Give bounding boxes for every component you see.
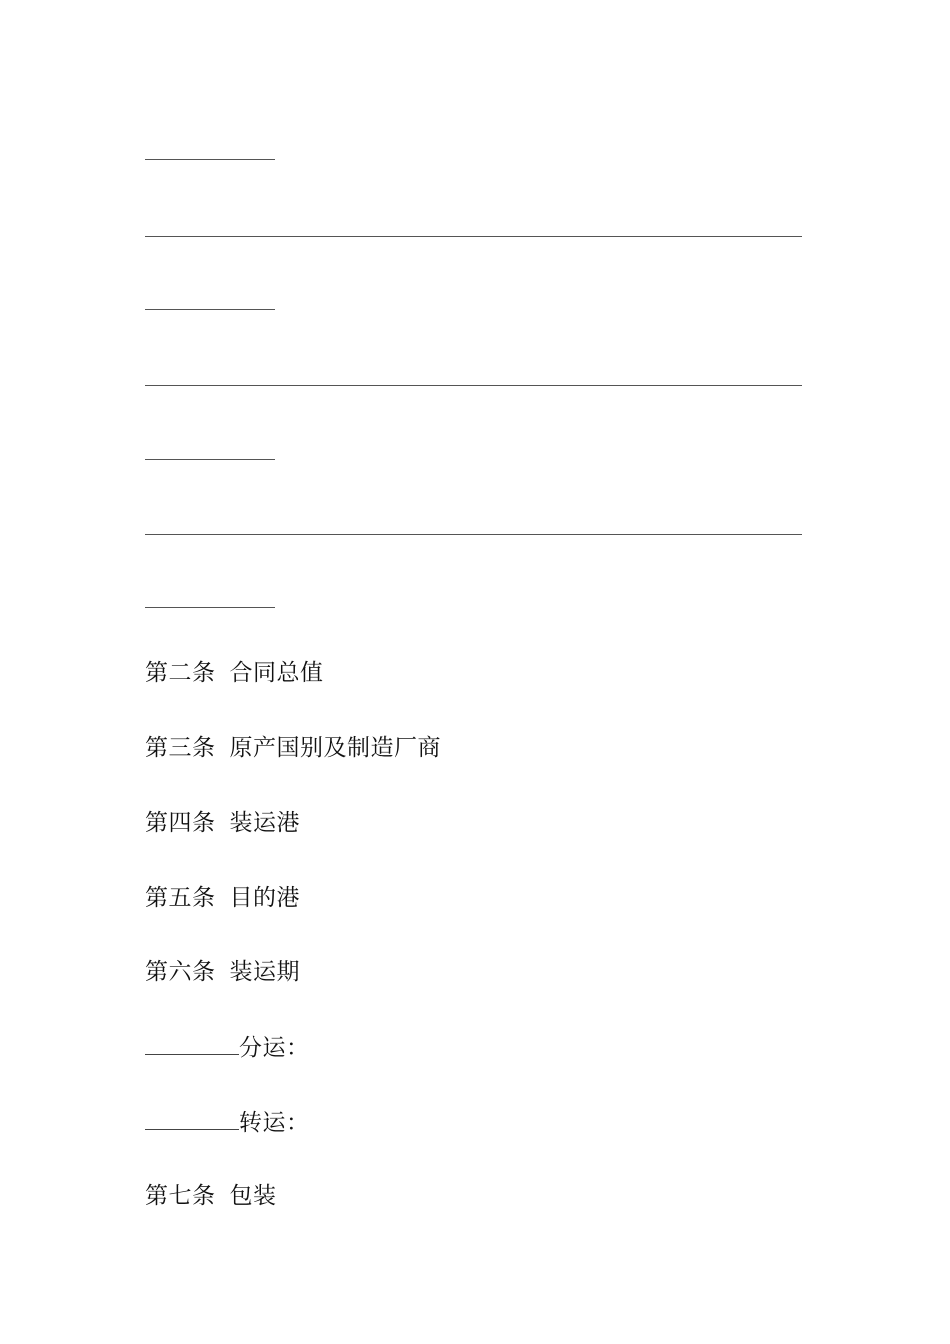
blank-rule-short	[145, 607, 275, 608]
article-title: 合同总值	[229, 660, 324, 686]
partial-shipment-label: 分运：	[239, 1035, 310, 1061]
article-line	[145, 658, 324, 688]
article-number: 第七条	[145, 1183, 216, 1209]
blank-rule-short	[145, 309, 275, 310]
blank-rule-long	[145, 385, 802, 386]
blank-rule-short	[145, 459, 275, 460]
article-line	[145, 957, 300, 987]
transshipment-blank	[145, 1111, 239, 1130]
article-number: 第六条	[145, 959, 216, 985]
article-line	[145, 808, 300, 838]
article-number: 第三条	[145, 735, 216, 761]
article-number: 第二条	[145, 660, 216, 686]
article-title: 目的港	[229, 885, 300, 911]
transshipment-line	[145, 1108, 310, 1138]
article-title: 装运港	[229, 810, 300, 836]
article-number: 第四条	[145, 810, 216, 836]
article-line	[145, 733, 441, 763]
article-title: 原产国别及制造厂商	[229, 735, 441, 761]
article-line	[145, 1181, 277, 1211]
article-title: 装运期	[229, 959, 300, 985]
article-line	[145, 883, 300, 913]
partial-shipment-line	[145, 1033, 310, 1063]
partial-shipment-blank	[145, 1036, 239, 1055]
transshipment-label: 转运：	[239, 1110, 310, 1136]
blank-rule-long	[145, 236, 802, 237]
blank-rule-long	[145, 534, 802, 535]
article-number: 第五条	[145, 885, 216, 911]
blank-rule-short	[145, 159, 275, 160]
article-title: 包装	[229, 1183, 277, 1209]
